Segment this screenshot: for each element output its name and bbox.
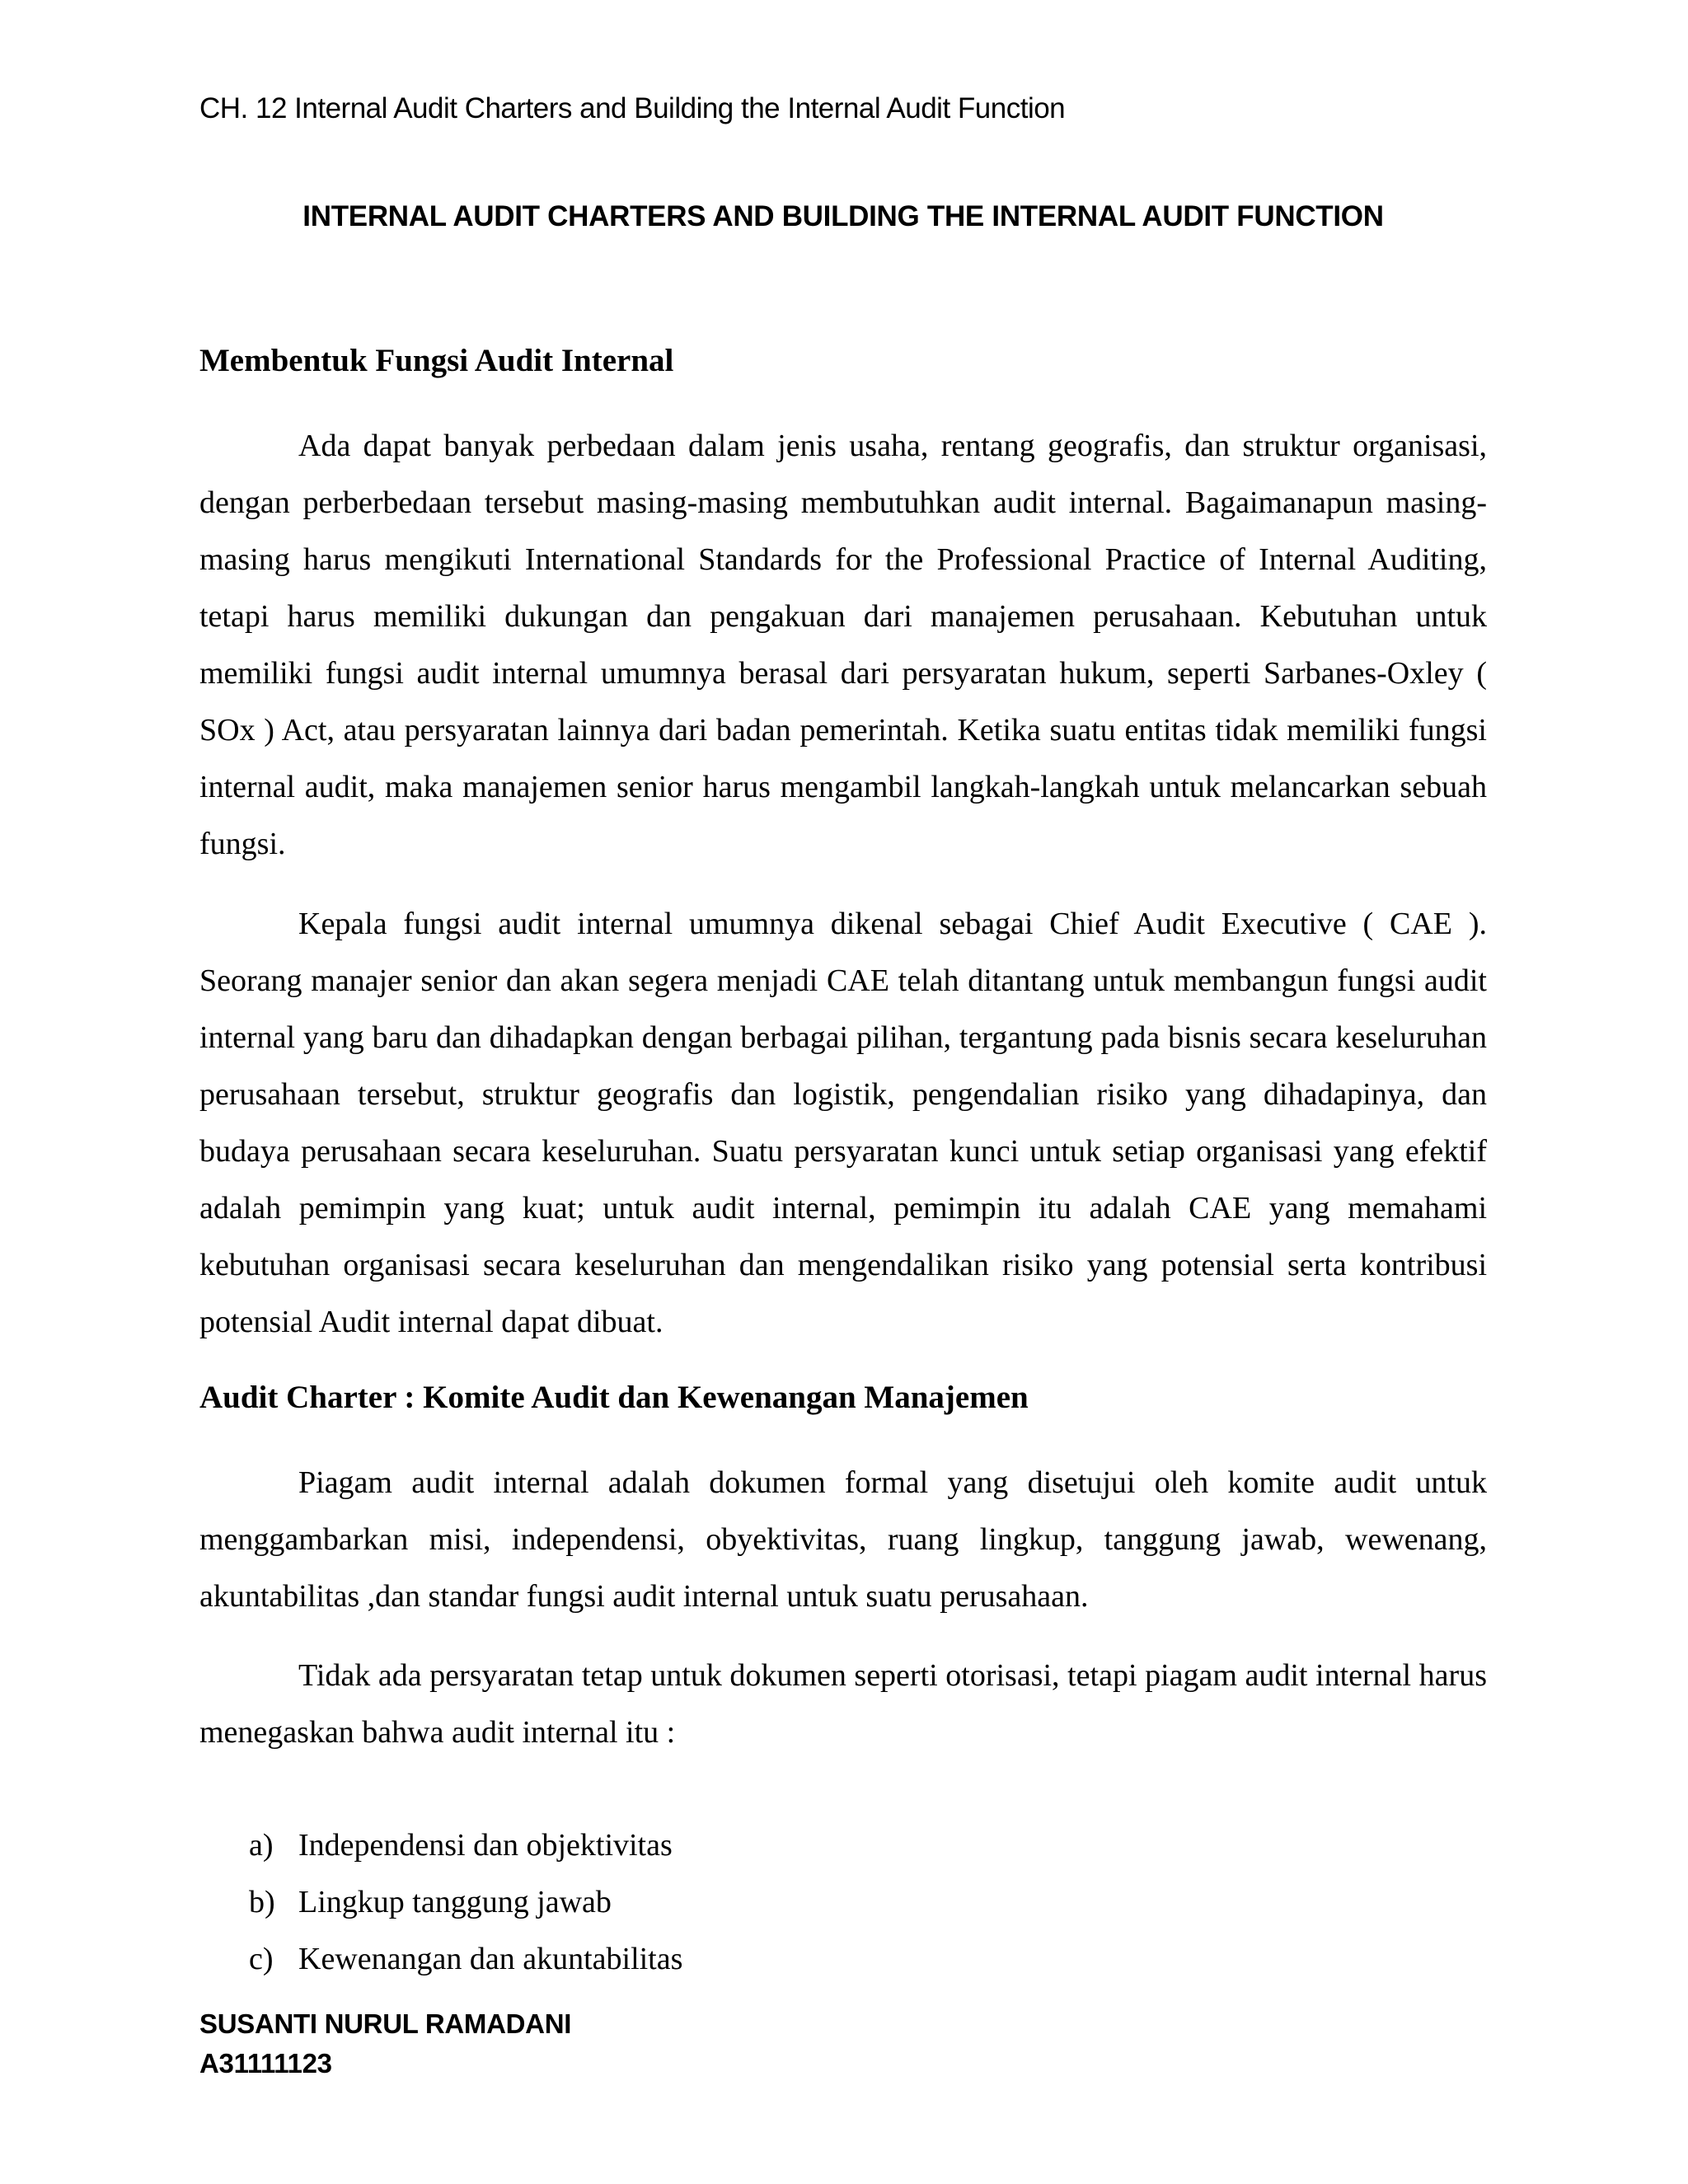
paragraph-chief-audit-executive: Kepala fungsi audit internal umumnya dikenal sebagai Chief Audit Executive ( CAE ). Seorang manajer senior dan akan segera menjadi CAE telah ditantang untuk membangun fungsi audit internal yang baru dan dihadapkan dengan berbagai pilihan, tergantung pada bisnis secara keseluruhan perusahaan tersebut, struktur geografis dan logistik, pengendalian risiko yang dihadapinya, dan budaya perusahaan secara keseluruhan. Suatu persyaratan kunci untuk setiap organisasi yang efektif adalah pemimpin yang kuat; untuk audit internal, pemimpin itu adalah CAE yang memahami kebutuhan organisasi secara keseluruhan dan mengendalikan risiko yang potensial serta kontribusi potensial Audit internal dapat dibuat. [199,907,1487,1339]
list-marker: b) [249,1885,275,1919]
list-item-text: Independensi dan objektivitas [298,1828,673,1863]
student-id: A31111123 [199,2048,332,2079]
section-heading-membentuk-fungsi: Membentuk Fungsi Audit Internal [199,343,674,378]
list-item [199,1931,682,1988]
list-item [199,1874,682,1931]
charter-requirements-list [199,1817,682,1988]
document-title: INTERNAL AUDIT CHARTERS AND BUILDING THE INTERNAL AUDIT FUNCTION [302,200,1384,232]
author-name: SUSANTI NURUL RAMADANI [199,2008,572,2039]
page-footer [199,2004,571,2083]
list-item [199,1817,682,1874]
paragraph-piagam-audit: Piagam audit internal adalah dokumen formal yang disetujui oleh komite audit untuk menggambarkan misi, independensi, obyektivitas, ruang lingkup, tanggung jawab, wewenang, akuntabilitas ,dan standar fungsi audit internal untuk suatu perusahaan. [199,1465,1487,1614]
list-item-text: Lingkup tanggung jawab [298,1885,612,1919]
list-marker: a) [249,1828,274,1863]
running-header: CH. 12 Internal Audit Charters and Building the Internal Audit Function [199,92,1066,124]
paragraph-jenis-usaha: Ada dapat banyak perbedaan dalam jenis usaha, rentang geografis, dan struktur organisasi, dengan perberbedaan tersebut masing-masing membutuhkan audit internal. Bagaimanapun masing-masing harus mengikuti International Standards for the Professional Practice of Internal Auditing, tetapi harus memiliki dukungan dan pengakuan dari manajemen perusahaan. Kebutuhan untuk memiliki fungsi audit internal umumnya berasal dari persyaratan hukum, seperti Sarbanes-Oxley ( SOx ) Act, atau persyaratan lainnya dari badan pemerintah. Ketika suatu entitas tidak memiliki fungsi internal audit, maka manajemen senior harus mengambil langkah-langkah untuk melancarkan sebuah fungsi. [199,429,1487,861]
list-marker: c) [249,1942,274,1976]
paragraph-persyaratan-tetap: Tidak ada persyaratan tetap untuk dokumen seperti otorisasi, tetapi piagam audit internal harus menegaskan bahwa audit internal itu : [199,1658,1487,1750]
section-heading-audit-charter: Audit Charter : Komite Audit dan Kewenangan Manajemen [199,1380,1029,1415]
list-item-text: Kewenangan dan akuntabilitas [298,1942,683,1976]
